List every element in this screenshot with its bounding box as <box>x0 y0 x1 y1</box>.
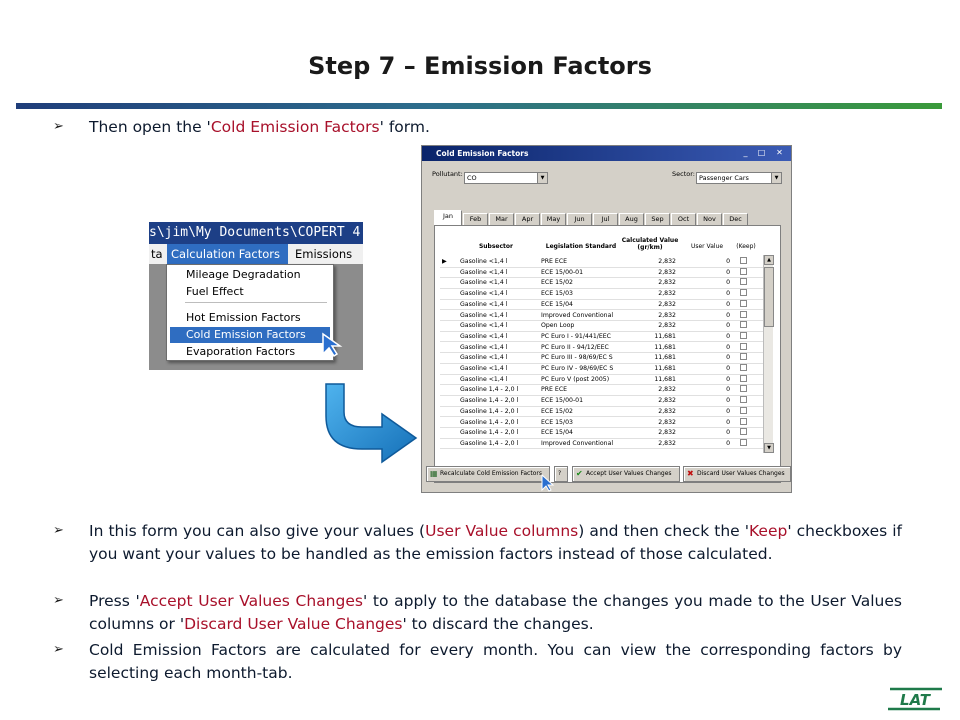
cell-subsector: Gasoline <1,4 l <box>460 279 508 287</box>
cell-legislation: ECE 15/02 <box>541 407 573 415</box>
tab-jun[interactable]: Jun <box>567 213 592 225</box>
cell-calculated-value: 2,832 <box>658 258 676 265</box>
cell-calculated-value: 11,681 <box>654 332 676 340</box>
tab-mar[interactable]: Mar <box>489 213 514 225</box>
keep-checkbox[interactable] <box>740 396 747 403</box>
keep-checkbox[interactable] <box>740 321 747 328</box>
discard-user-values-button[interactable]: ✖ Discard User Values Changes <box>683 466 791 482</box>
cell-calculated-value: 11,681 <box>654 375 676 383</box>
keep-checkbox[interactable] <box>740 375 747 382</box>
cell-calculated-value: 2,832 <box>658 300 676 308</box>
cell-user-value[interactable]: 0 <box>726 429 730 437</box>
keep-checkbox[interactable] <box>740 407 747 414</box>
help-button[interactable]: ? <box>554 466 568 482</box>
cell-user-value[interactable]: 0 <box>726 386 730 394</box>
table-row[interactable] <box>440 428 768 439</box>
cell-subsector: Gasoline <1,4 l <box>460 290 508 298</box>
close-icon[interactable]: ✕ <box>776 148 783 157</box>
menu-separator <box>185 302 327 303</box>
svg-text:LAT: LAT <box>900 691 930 709</box>
keep-checkbox[interactable] <box>740 268 747 275</box>
cell-user-value[interactable]: 0 <box>726 365 730 372</box>
table-row[interactable] <box>440 364 768 375</box>
vertical-scrollbar[interactable] <box>763 255 773 453</box>
cursor-arrow-icon <box>541 474 555 492</box>
keep-checkbox[interactable] <box>740 343 747 350</box>
keep-checkbox[interactable] <box>740 364 747 371</box>
minimize-icon[interactable]: _ <box>743 148 748 157</box>
row-selector-icon: ▶ <box>442 258 447 265</box>
keep-checkbox[interactable] <box>740 278 747 285</box>
cell-user-value[interactable]: 0 <box>726 268 730 276</box>
cell-legislation: Improved Conventional <box>541 311 614 319</box>
cell-user-value[interactable]: 0 <box>726 407 730 415</box>
cell-user-value[interactable]: 0 <box>726 322 730 330</box>
menu-data[interactable]: ta <box>151 247 163 261</box>
menu-emissions[interactable]: Emissions <box>295 247 353 261</box>
emission-factors-grid <box>434 225 781 483</box>
cell-user-value[interactable]: 0 <box>726 397 730 405</box>
keep-checkbox[interactable] <box>740 385 747 392</box>
accept-user-values-button[interactable]: ✔ Accept User Values Changes <box>572 466 680 482</box>
cell-legislation: PC Euro III - 98/69/EC S <box>541 354 613 362</box>
tab-feb[interactable]: Feb <box>463 213 488 225</box>
calculator-icon: ▦ <box>430 469 438 478</box>
cell-subsector: Gasoline 1,4 - 2,0 l <box>460 439 519 447</box>
cell-legislation: ECE 15/00-01 <box>541 397 584 405</box>
cell-legislation: ECE 15/04 <box>541 429 573 437</box>
calculation-factors-dropdown <box>166 264 334 361</box>
form-titlebar: Cold Emission Factors <box>422 146 792 161</box>
menu-item-evaporation-factors[interactable]: Evaporation Factors <box>186 345 296 358</box>
col-calculated-value: Calculated Value (gr/km) <box>621 237 679 251</box>
cell-subsector: Gasoline <1,4 l <box>460 375 508 383</box>
cell-subsector: Gasoline 1,4 - 2,0 l <box>460 429 519 437</box>
cell-user-value[interactable]: 0 <box>726 418 730 426</box>
menu-screenshot <box>149 222 363 370</box>
cell-calculated-value: 2,832 <box>658 311 676 319</box>
cell-calculated-value: 11,681 <box>654 365 676 372</box>
cell-subsector: Gasoline <1,4 l <box>460 268 508 276</box>
cell-calculated-value: 2,832 <box>658 418 676 426</box>
keep-checkbox[interactable] <box>740 418 747 425</box>
cell-subsector: Gasoline 1,4 - 2,0 l <box>460 418 519 426</box>
table-row[interactable] <box>440 385 768 396</box>
highlight-text: Cold Emission Factors <box>210 118 380 136</box>
scroll-down-icon[interactable]: ▼ <box>764 443 774 453</box>
cell-legislation: Improved Conventional <box>541 439 614 447</box>
cell-subsector: Gasoline <1,4 l <box>460 258 508 265</box>
cell-calculated-value: 2,832 <box>658 386 676 394</box>
tab-dec[interactable]: Dec <box>723 213 748 225</box>
cell-legislation: PRE ECE <box>541 386 568 394</box>
tab-jan[interactable]: Jan <box>434 210 462 225</box>
cell-subsector: Gasoline 1,4 - 2,0 l <box>460 407 519 415</box>
cell-calculated-value: 2,832 <box>658 268 676 276</box>
cell-subsector: Gasoline <1,4 l <box>460 343 508 351</box>
bullet-arrow-icon: ➢ <box>53 593 64 608</box>
menu-item-hot-emission-factors[interactable]: Hot Emission Factors <box>186 311 301 324</box>
tab-may[interactable]: May <box>541 213 566 225</box>
bullet-arrow-icon: ➢ <box>53 642 64 657</box>
menu-item-cold-emission-factors[interactable]: Cold Emission Factors <box>170 327 330 343</box>
cell-subsector: Gasoline 1,4 - 2,0 l <box>460 386 519 394</box>
bullet-arrow-icon: ➢ <box>53 119 64 134</box>
slide-title: Step 7 – Emission Factors <box>308 52 652 80</box>
tab-apr[interactable]: Apr <box>515 213 540 225</box>
sector-label: Sector: <box>672 170 695 178</box>
cell-legislation: Open Loop <box>541 322 575 330</box>
cell-user-value[interactable]: 0 <box>726 258 730 265</box>
keep-checkbox[interactable] <box>740 289 747 296</box>
pollutant-select[interactable]: CO ▼ <box>464 172 548 184</box>
cell-user-value[interactable]: 0 <box>726 354 730 362</box>
lat-logo <box>886 686 944 712</box>
pollutant-label: Pollutant: <box>432 170 463 178</box>
keep-checkbox[interactable] <box>740 311 747 318</box>
table-row[interactable] <box>440 439 768 450</box>
recalculate-button[interactable]: ▦ Recalculate Cold Emission Factors <box>426 466 550 482</box>
table-row[interactable] <box>440 418 768 429</box>
keep-checkbox[interactable] <box>740 353 747 360</box>
tab-aug[interactable]: Aug <box>619 213 644 225</box>
cell-subsector: Gasoline <1,4 l <box>460 322 508 330</box>
cell-calculated-value: 2,832 <box>658 439 676 447</box>
cell-legislation: ECE 15/00-01 <box>541 268 584 276</box>
table-row[interactable] <box>440 353 768 364</box>
cell-calculated-value: 2,832 <box>658 322 676 330</box>
cell-calculated-value: 11,681 <box>654 354 676 362</box>
keep-checkbox[interactable] <box>740 332 747 339</box>
cell-subsector: Gasoline <1,4 l <box>460 365 508 372</box>
table-row[interactable] <box>440 289 768 300</box>
tab-sep[interactable]: Sep <box>645 213 670 225</box>
cell-legislation: ECE 15/03 <box>541 290 573 298</box>
cell-calculated-value: 2,832 <box>658 290 676 298</box>
col-subsector: Subsector <box>478 243 514 250</box>
bullet-arrow-icon: ➢ <box>53 523 64 538</box>
tab-nov[interactable]: Nov <box>697 213 722 225</box>
scroll-up-icon[interactable]: ▲ <box>764 255 774 265</box>
cell-subsector: Gasoline <1,4 l <box>460 332 508 340</box>
cell-legislation: PC Euro II - 94/12/EEC <box>541 343 609 351</box>
cell-calculated-value: 11,681 <box>654 343 676 351</box>
cell-legislation: PC Euro I - 91/441/EEC <box>541 332 611 340</box>
cell-legislation: ECE 15/02 <box>541 279 573 287</box>
table-row[interactable] <box>440 300 768 311</box>
menu-item-mileage-degradation[interactable]: Mileage Degradation <box>186 268 301 281</box>
table-row[interactable] <box>440 257 768 268</box>
table-row[interactable] <box>440 268 768 279</box>
cell-user-value[interactable]: 0 <box>726 300 730 308</box>
cell-legislation: PRE ECE <box>541 258 568 265</box>
cell-user-value[interactable]: 0 <box>726 311 730 319</box>
menu-calculation-factors[interactable]: Calculation Factors <box>167 244 288 264</box>
cell-user-value[interactable]: 0 <box>726 279 730 287</box>
keep-checkbox[interactable] <box>740 428 747 435</box>
menu-bar <box>149 244 363 264</box>
window-path: s\jim\My Documents\COPERT 4 <box>149 222 363 244</box>
cell-user-value[interactable]: 0 <box>726 332 730 340</box>
cold-emission-factors-form <box>421 145 792 493</box>
keep-checkbox[interactable] <box>740 300 747 307</box>
title-divider <box>16 103 942 109</box>
cell-user-value[interactable]: 0 <box>726 290 730 298</box>
keep-checkbox[interactable] <box>740 257 747 264</box>
col-keep: (Keep) <box>736 243 756 250</box>
cell-subsector: Gasoline <1,4 l <box>460 300 508 308</box>
cell-user-value[interactable]: 0 <box>726 439 730 447</box>
maximize-icon[interactable]: □ <box>757 148 766 157</box>
cell-calculated-value: 2,832 <box>658 279 676 287</box>
cell-subsector: Gasoline 1,4 - 2,0 l <box>460 397 519 405</box>
checkmark-icon: ✔ <box>576 469 583 478</box>
table-row[interactable] <box>440 278 768 289</box>
cross-icon: ✖ <box>687 469 694 478</box>
table-row[interactable] <box>440 396 768 407</box>
cell-legislation: PC Euro IV - 98/69/EC S <box>541 365 614 372</box>
cell-legislation: ECE 15/03 <box>541 418 573 426</box>
menu-item-fuel-effect[interactable]: Fuel Effect <box>186 285 244 298</box>
col-legislation: Legislation Standard <box>545 243 617 250</box>
curved-arrow-icon <box>320 382 420 467</box>
cell-subsector: Gasoline <1,4 l <box>460 311 508 319</box>
tab-oct[interactable]: Oct <box>671 213 696 225</box>
col-user-value: User Value <box>690 243 724 250</box>
table-row[interactable] <box>440 375 768 386</box>
chevron-down-icon: ▼ <box>537 173 547 183</box>
tab-jul[interactable]: Jul <box>593 213 618 225</box>
sector-select[interactable]: Passenger Cars ▼ <box>696 172 782 184</box>
table-row[interactable] <box>440 407 768 418</box>
table-row[interactable] <box>440 321 768 332</box>
cell-legislation: PC Euro V (post 2005) <box>541 375 610 383</box>
cell-calculated-value: 2,832 <box>658 397 676 405</box>
cell-subsector: Gasoline <1,4 l <box>460 354 508 362</box>
cell-calculated-value: 2,832 <box>658 429 676 437</box>
table-row[interactable] <box>440 343 768 354</box>
chevron-down-icon: ▼ <box>771 173 781 183</box>
cell-user-value[interactable]: 0 <box>726 343 730 351</box>
table-row[interactable] <box>440 311 768 322</box>
cell-user-value[interactable]: 0 <box>726 375 730 383</box>
cell-calculated-value: 2,832 <box>658 407 676 415</box>
keep-checkbox[interactable] <box>740 439 747 446</box>
cursor-arrow-icon <box>321 332 343 358</box>
cell-legislation: ECE 15/04 <box>541 300 573 308</box>
table-row[interactable] <box>440 332 768 343</box>
scroll-thumb[interactable] <box>764 267 774 327</box>
